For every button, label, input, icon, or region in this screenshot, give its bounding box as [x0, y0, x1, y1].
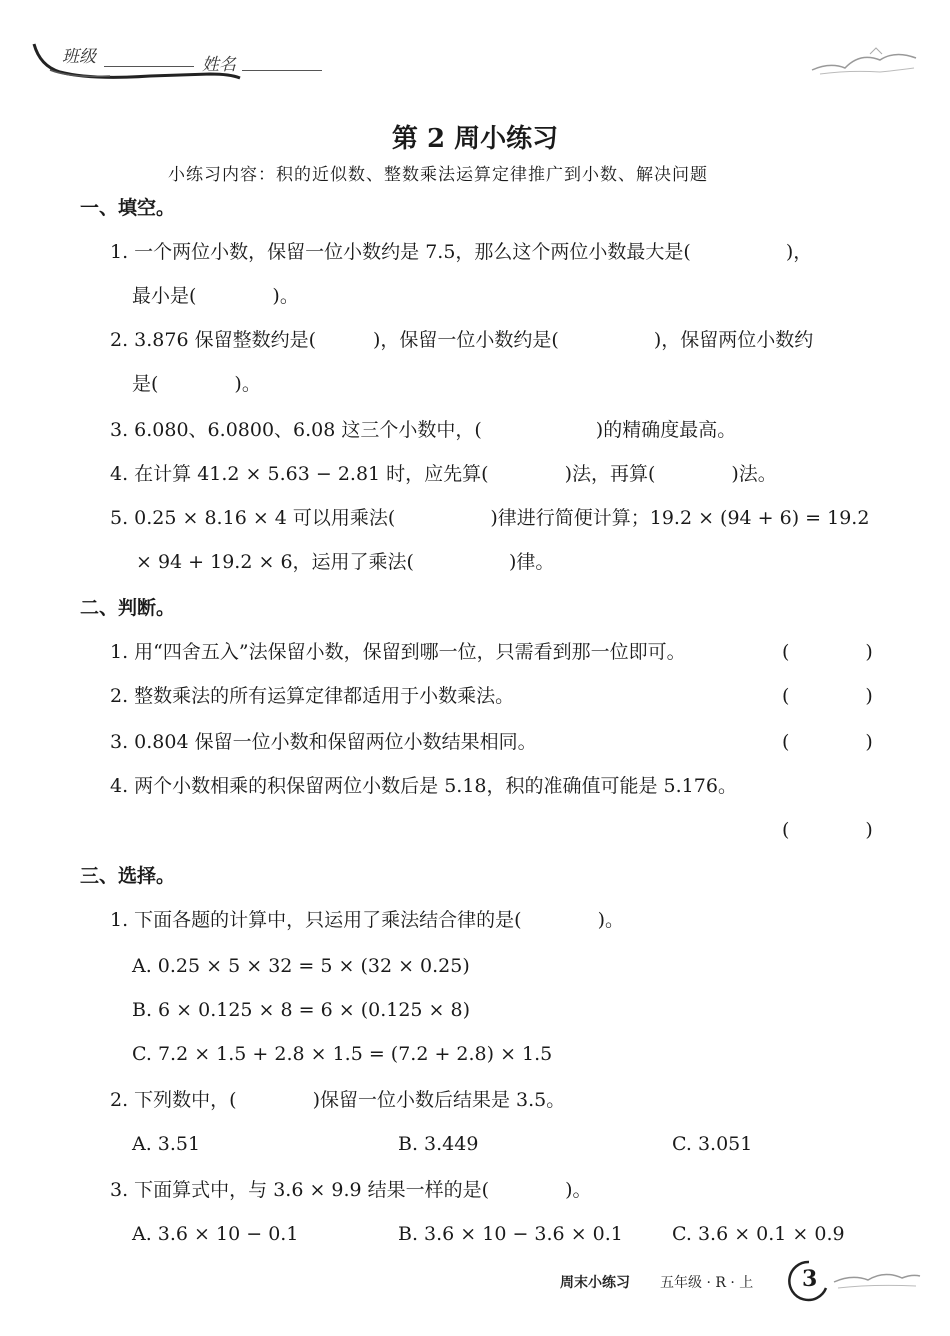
fill-q3: 3. 6.080、6.0800、6.08 这三个小数中，( )的精确度最高。: [110, 419, 737, 441]
fill-q1-line2: 最小是( )。: [132, 285, 299, 307]
mountain-decoration-icon: [810, 40, 920, 80]
section-choice-heading: 三、选择。: [80, 865, 176, 887]
choice-q1-option-b: B. 6 × 0.125 × 8 = 6 × (0.125 × 8): [132, 999, 471, 1021]
name-underline: [242, 70, 322, 71]
name-label: 姓名: [202, 55, 236, 75]
fill-q5-line1: 5. 0.25 × 8.16 × 4 可以用乘法( )律进行简便计算；19.2 × (94 + 6) = 19.2: [110, 507, 870, 529]
fill-q1-line1: 1. 一个两位小数，保留一位小数约是 7.5，那么这个两位小数最大是( )，: [110, 241, 813, 263]
choice-q2-option-b: B. 3.449: [398, 1133, 479, 1155]
judge-q3-answer-paren: ( ): [782, 731, 873, 753]
footer-book-title: 周末小练习: [560, 1275, 630, 1291]
choice-q2-option-c: C. 3.051: [672, 1133, 753, 1155]
judge-q3: 3. 0.804 保留一位小数和保留两位小数结果相同。: [110, 731, 537, 753]
choice-q2-option-a: A. 3.51: [132, 1133, 201, 1155]
footer-mountain-decoration-icon: [832, 1264, 922, 1294]
choice-q3-option-b: B. 3.6 × 10 − 3.6 × 0.1: [398, 1223, 623, 1245]
choice-q2: 2. 下列数中，( )保留一位小数后结果是 3.5。: [110, 1089, 566, 1111]
choice-q1: 1. 下面各题的计算中，只运用了乘法结合律的是( )。: [110, 909, 624, 931]
judge-q1-answer-paren: ( ): [782, 641, 873, 663]
page-subtitle: 小练习内容：积的近似数、整数乘法运算定律推广到小数、解决问题: [168, 165, 708, 185]
fill-q2-line1: 2. 3.876 保留整数约是( )，保留一位小数约是( )，保留两位小数约: [110, 329, 814, 351]
judge-q1: 1. 用“四舍五入”法保留小数，保留到哪一位，只需看到那一位即可。: [110, 641, 686, 663]
footer-grade: 五年级 · R · 上: [660, 1275, 754, 1291]
section-judge-heading: 二、判断。: [80, 597, 176, 619]
choice-q1-option-a: A. 0.25 × 5 × 32 = 5 × (32 × 0.25): [132, 955, 470, 977]
judge-q4: 4. 两个小数相乘的积保留两位小数后是 5.18，积的准确值可能是 5.176。: [110, 775, 737, 797]
fill-q2-line2: 是( )。: [132, 373, 261, 395]
fill-q4: 4. 在计算 41.2 × 5.63 − 2.81 时，应先算( )法，再算( )法。: [110, 463, 777, 485]
class-label: 班级: [62, 47, 96, 67]
choice-q3-option-a: A. 3.6 × 10 − 0.1: [132, 1223, 299, 1245]
judge-q2-answer-paren: ( ): [782, 685, 873, 707]
choice-q3: 3. 下面算式中，与 3.6 × 9.9 结果一样的是( )。: [110, 1179, 592, 1201]
judge-q4-answer-paren: ( ): [782, 819, 873, 841]
section-fill-heading: 一、填空。: [80, 197, 176, 219]
page-number: 3: [802, 1266, 818, 1292]
fill-q5-line2: × 94 + 19.2 × 6，运用了乘法( )律。: [136, 551, 555, 573]
page-title: 第 2 周小练习: [391, 124, 559, 154]
choice-q1-option-c: C. 7.2 × 1.5 + 2.8 × 1.5 = (7.2 + 2.8) × 1.5: [132, 1043, 553, 1065]
choice-q3-option-c: C. 3.6 × 0.1 × 0.9: [672, 1223, 845, 1245]
class-underline: [104, 66, 194, 67]
judge-q2: 2. 整数乘法的所有运算定律都适用于小数乘法。: [110, 685, 515, 707]
